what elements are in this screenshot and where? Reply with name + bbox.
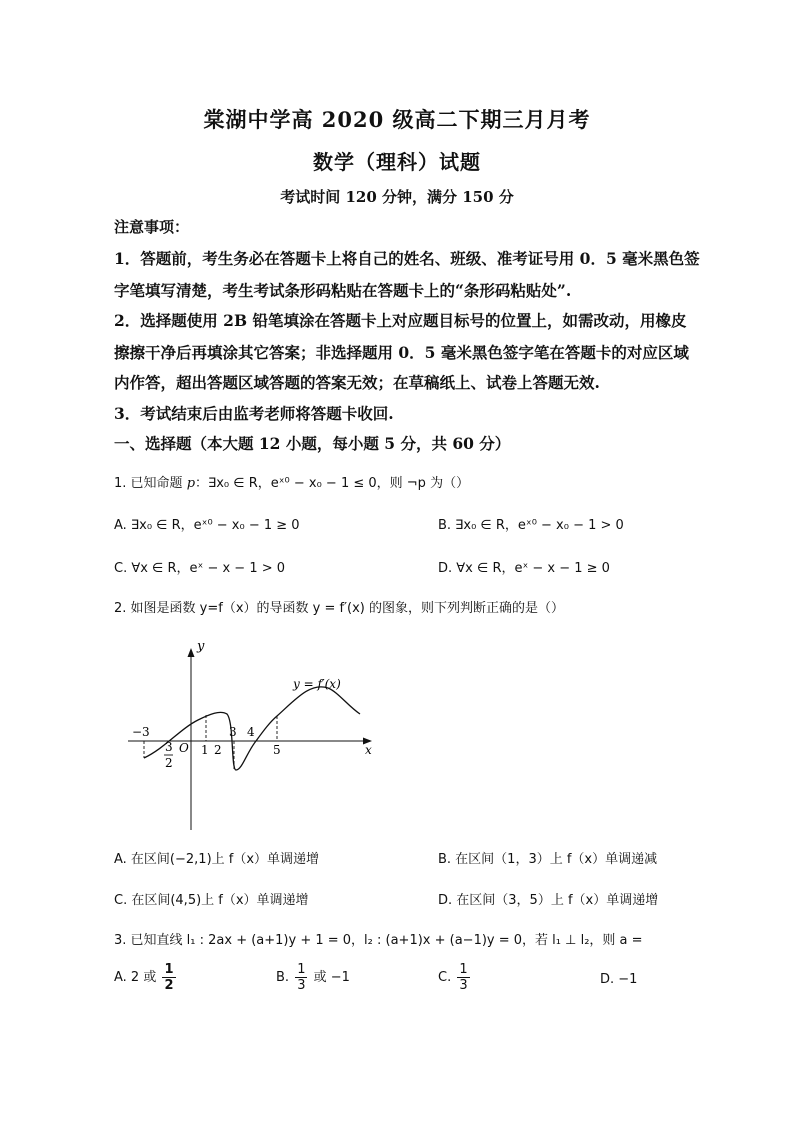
q3-option-b-prefix: B. (276, 970, 290, 985)
q3-option-c-fraction (457, 962, 469, 993)
q2-option-a[interactable]: A. 在区间(−2,1)上 f（x）单调递增 (114, 852, 320, 867)
q1-stem-prefix: 1. 已知命题 (114, 476, 183, 491)
q3-option-a-fraction (162, 962, 175, 993)
q1-option-d[interactable]: D. ∀x ∈ R，eˣ − x − 1 ≥ 0 (438, 561, 610, 576)
q3-stem: 3. 已知直线 l₁ : 2ax + (a+1)y + 1 = 0，l₂ : (a+1)x + (a−1)y = 0，若 l₁ ⊥ l₂，则 a = (114, 933, 643, 948)
q2-option-b[interactable]: B. 在区间（1，3）上 f（x）单调递减 (438, 852, 658, 867)
tick-label-1: 1 (201, 743, 209, 757)
tick-label-neg3: −3 (132, 725, 150, 739)
derivative-graph (110, 630, 390, 835)
x-axis-label: x (365, 743, 372, 757)
tick-label-4: 4 (247, 725, 255, 739)
q3-option-c[interactable] (438, 962, 472, 993)
q3-option-c-num: 1 (459, 962, 468, 977)
q3-option-a-den: 2 (164, 978, 174, 993)
exam-info: 考试时间 120 分钟，满分 150 分 (280, 188, 514, 206)
curve-label: y = f′(x) (293, 677, 341, 691)
tick-label-3: 3 (229, 725, 237, 739)
q2-option-d[interactable]: D. 在区间（3，5）上 f（x）单调递增 (438, 893, 659, 908)
origin-label: O (179, 741, 189, 755)
q3-option-c-prefix: C. (438, 970, 452, 985)
q1-option-c[interactable]: C. ∀x ∈ R，eˣ − x − 1 > 0 (114, 561, 286, 576)
exam-subtitle: 数学（理科）试题 (313, 150, 481, 174)
notice-heading: 注意事项： (114, 218, 190, 236)
notice-line-1: 1．答题前，考生务必在答题卡上将自己的姓名、班级、准考证号用 0．5 毫米黑色签 (114, 249, 700, 268)
notice-line-6: 3．考试结束后由监考老师将答题卡收回. (114, 404, 394, 423)
q3-option-b-num: 1 (297, 962, 306, 977)
tick-label-frac-den: 2 (165, 756, 173, 770)
notice-line-3: 2．选择题使用 2B 铅笔填涂在答题卡上对应题目标号的位置上，如需改动，用橡皮 (114, 311, 687, 330)
q2-option-c[interactable]: C. 在区间(4,5)上 f（x）单调递增 (114, 893, 309, 908)
tick-label-5: 5 (273, 743, 281, 757)
notice-line-4: 擦擦干净后再填涂其它答案；非选择题用 0．5 毫米黑色签字笔在答题卡的对应区域 (114, 343, 689, 362)
q3-option-d[interactable]: D. −1 (600, 972, 638, 987)
q3-option-b-suffix: 或 −1 (313, 970, 350, 985)
q1-option-b[interactable]: B. ∃x₀ ∈ R，eˣ⁰ − x₀ − 1 > 0 (438, 518, 624, 533)
notice-line-2: 字笔填写清楚，考生考试条形码粘贴在答题卡上的“条形码粘贴处”. (114, 281, 572, 300)
q3-option-b[interactable] (276, 962, 350, 993)
tick-label-2: 2 (214, 743, 222, 757)
q2-stem: 2. 如图是函数 y=f（x）的导函数 y = f′(x) 的图象，则下列判断正确的是（） (114, 601, 565, 616)
y-axis-arrow (188, 648, 195, 657)
q3-option-a[interactable] (114, 962, 178, 993)
exam-title: 棠湖中学高 2020 级高二下期三月月考 (203, 107, 591, 132)
q1-stem-p: p (186, 476, 196, 491)
q1-stem-rest: ：∃x₀ ∈ R，eˣ⁰ − x₀ − 1 ≤ 0，则 ¬p 为（） (195, 476, 470, 491)
q3-option-b-fraction (295, 962, 307, 993)
section-heading: 一、选择题（本大题 12 小题，每小题 5 分，共 60 分） (114, 434, 511, 453)
tick-label-frac-num: 3 (165, 740, 173, 754)
q3-option-a-prefix: A. 2 或 (114, 970, 157, 985)
q3-option-a-num: 1 (164, 962, 174, 977)
q3-option-c-den: 3 (459, 978, 468, 993)
q1-stem (114, 472, 469, 491)
y-axis-label: y (197, 639, 205, 654)
q3-option-b-den: 3 (297, 978, 306, 993)
notice-line-5: 内作答，超出答题区域答题的答案无效；在草稿纸上、试卷上答题无效. (114, 373, 600, 392)
q1-option-a[interactable]: A. ∃x₀ ∈ R，eˣ⁰ − x₀ − 1 ≥ 0 (114, 518, 300, 533)
